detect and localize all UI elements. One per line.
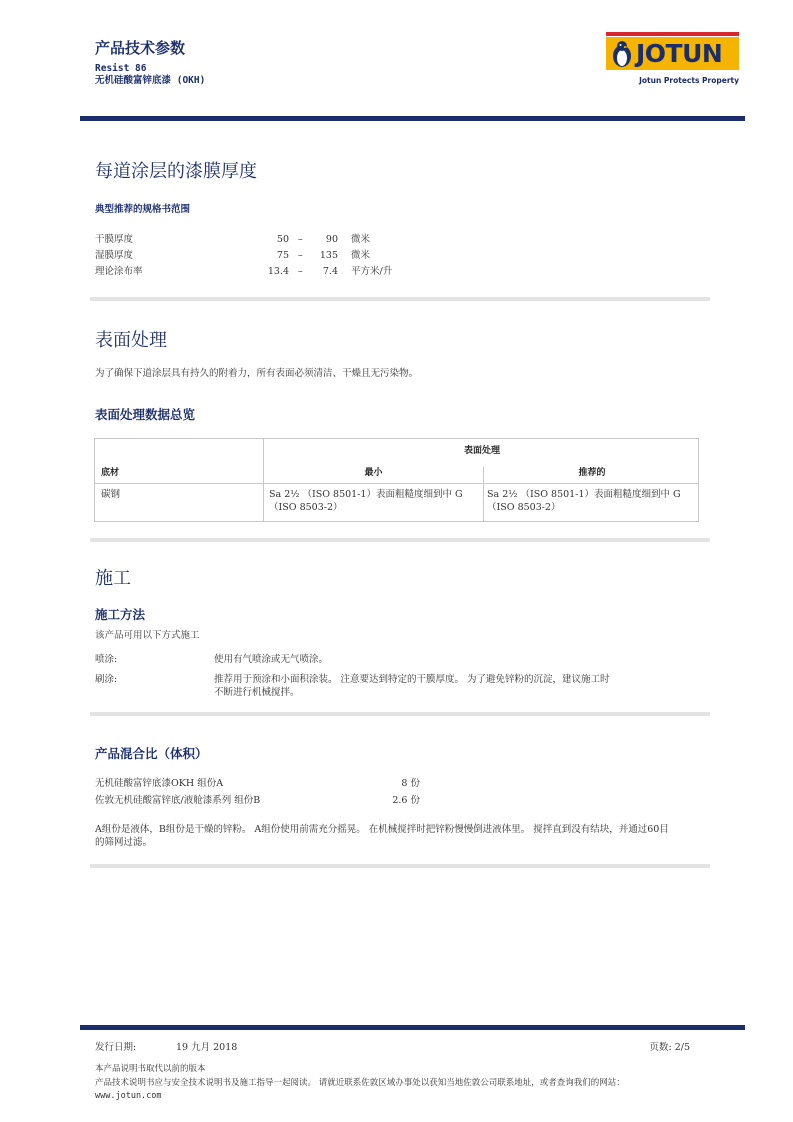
issue-date-label: 发行日期: [95, 1042, 137, 1053]
method-label-spray: 喷涂: [95, 654, 118, 665]
surface-summary-heading: 表面处理数据总览 [95, 407, 196, 422]
table-col-recommended: 推荐的 [578, 468, 606, 478]
section-divider [90, 297, 710, 301]
method-label-brush: 刷涂: [95, 674, 118, 685]
film-row-wft [95, 249, 415, 265]
jotun-logo [606, 32, 739, 70]
application-heading: 施工 [95, 568, 131, 589]
film-row-spreading-rate [95, 265, 415, 281]
film-spec-subheading: 典型推荐的规格书范围 [95, 204, 191, 215]
film-row-dash: – [298, 250, 303, 261]
penguin-icon [609, 40, 635, 68]
application-method-heading: 施工方法 [95, 607, 146, 622]
film-row-max: 135 [319, 250, 338, 261]
application-method-intro: 该产品可用以下方式施工 [95, 630, 200, 641]
logo-wordmark: JOTUN [636, 39, 723, 68]
surface-prep-intro: 为了确保下道涂层具有持久的附着力，所有表面必须清洁、干燥且无污染物。 [95, 368, 419, 379]
mixing-ratio-b: 2.6 份 [392, 795, 420, 806]
surface-prep-table [94, 438, 699, 522]
page-number: 页数: 2/5 [649, 1042, 690, 1053]
film-row-unit: 微米 [351, 234, 371, 245]
film-row-max: 7.4 [322, 266, 338, 277]
mixing-component-b: 佐敦无机硅酸富锌底/液舱漆系列 组份B [95, 795, 261, 806]
table-group-header: 表面处理 [463, 446, 500, 456]
table-col-substrate: 底材 [101, 468, 120, 478]
tagline: Jotun Protects Property [639, 76, 739, 85]
table-header-rule [95, 483, 698, 484]
film-row-label: 干膜厚度 [95, 234, 134, 245]
film-row-dash: – [298, 234, 303, 245]
logo-red-stripe [606, 32, 739, 36]
footer-line-1: 本产品说明书取代以前的版本 [95, 1064, 206, 1074]
mixing-ratio-heading: 产品混合比（体积） [95, 746, 208, 761]
film-row-label: 湿膜厚度 [95, 250, 134, 261]
table-cell-min: Sa 2½ （ISO 8501-1）表面粗糙度细到中 G（ISO 8503-2） [269, 489, 463, 513]
film-thickness-table [95, 233, 415, 281]
table-cell-substrate: 碳钢 [101, 489, 121, 500]
film-row-min: 13.4 [267, 266, 289, 277]
surface-prep-heading: 表面处理 [95, 330, 167, 351]
film-row-min: 75 [276, 250, 289, 261]
footer-line-2: 产品技术说明书应与安全技术说明书及施工指导一起阅读。 请就近联系佐敦区域办事处以获知当地佐敦公司联系地址，或者查询我们的网站： [95, 1078, 625, 1088]
section-divider [90, 864, 710, 868]
film-row-unit: 微米 [351, 250, 371, 261]
film-row-label: 理论涂布率 [95, 266, 143, 277]
product-code: Resist 86 [95, 63, 147, 74]
footer-website-link[interactable]: www.jotun.com [95, 1091, 162, 1101]
footer-divider [80, 1025, 745, 1030]
film-row-dash: – [298, 266, 303, 277]
film-row-min: 50 [276, 234, 289, 245]
section-divider [90, 712, 710, 716]
product-name: 无机硅酸富锌底漆 (OKH) [95, 75, 206, 86]
document-type: 产品技术参数 [95, 39, 186, 57]
table-divider [263, 483, 264, 522]
table-cell-recommended: Sa 2½ （ISO 8501-1）表面粗糙度细到中 G（ISO 8503-2） [487, 489, 681, 513]
method-text-brush: 推荐用于预涂和小面积涂装。 注意要达到特定的干膜厚度。 为了避免锌粉的沉淀，建议施工时不断进行机械搅拌。 [214, 674, 610, 698]
table-col-min: 最小 [364, 468, 383, 478]
film-thickness-heading: 每道涂层的漆膜厚度 [95, 161, 257, 182]
mixing-component-a: 无机硅酸富锌底漆OKH 组份A [95, 778, 224, 789]
issue-date: 19 九月 2018 [176, 1042, 238, 1053]
film-row-dft [95, 233, 415, 249]
method-text-spray: 使用有气喷涂或无气喷涂。 [214, 654, 329, 665]
table-divider [483, 483, 484, 522]
film-row-max: 90 [325, 234, 338, 245]
film-row-unit: 平方米/升 [351, 266, 393, 277]
mixing-note: A组份是液体，B组份是干燥的锌粉。 A组份使用前需充分摇晃。 在机械搅拌时把锌粉慢慢倒进液体里。 搅拌直到没有结块，并通过60目的筛网过滤。 [95, 824, 669, 848]
header-divider [80, 116, 745, 121]
mixing-ratio-a: 8 份 [401, 778, 420, 789]
section-divider [90, 538, 710, 542]
